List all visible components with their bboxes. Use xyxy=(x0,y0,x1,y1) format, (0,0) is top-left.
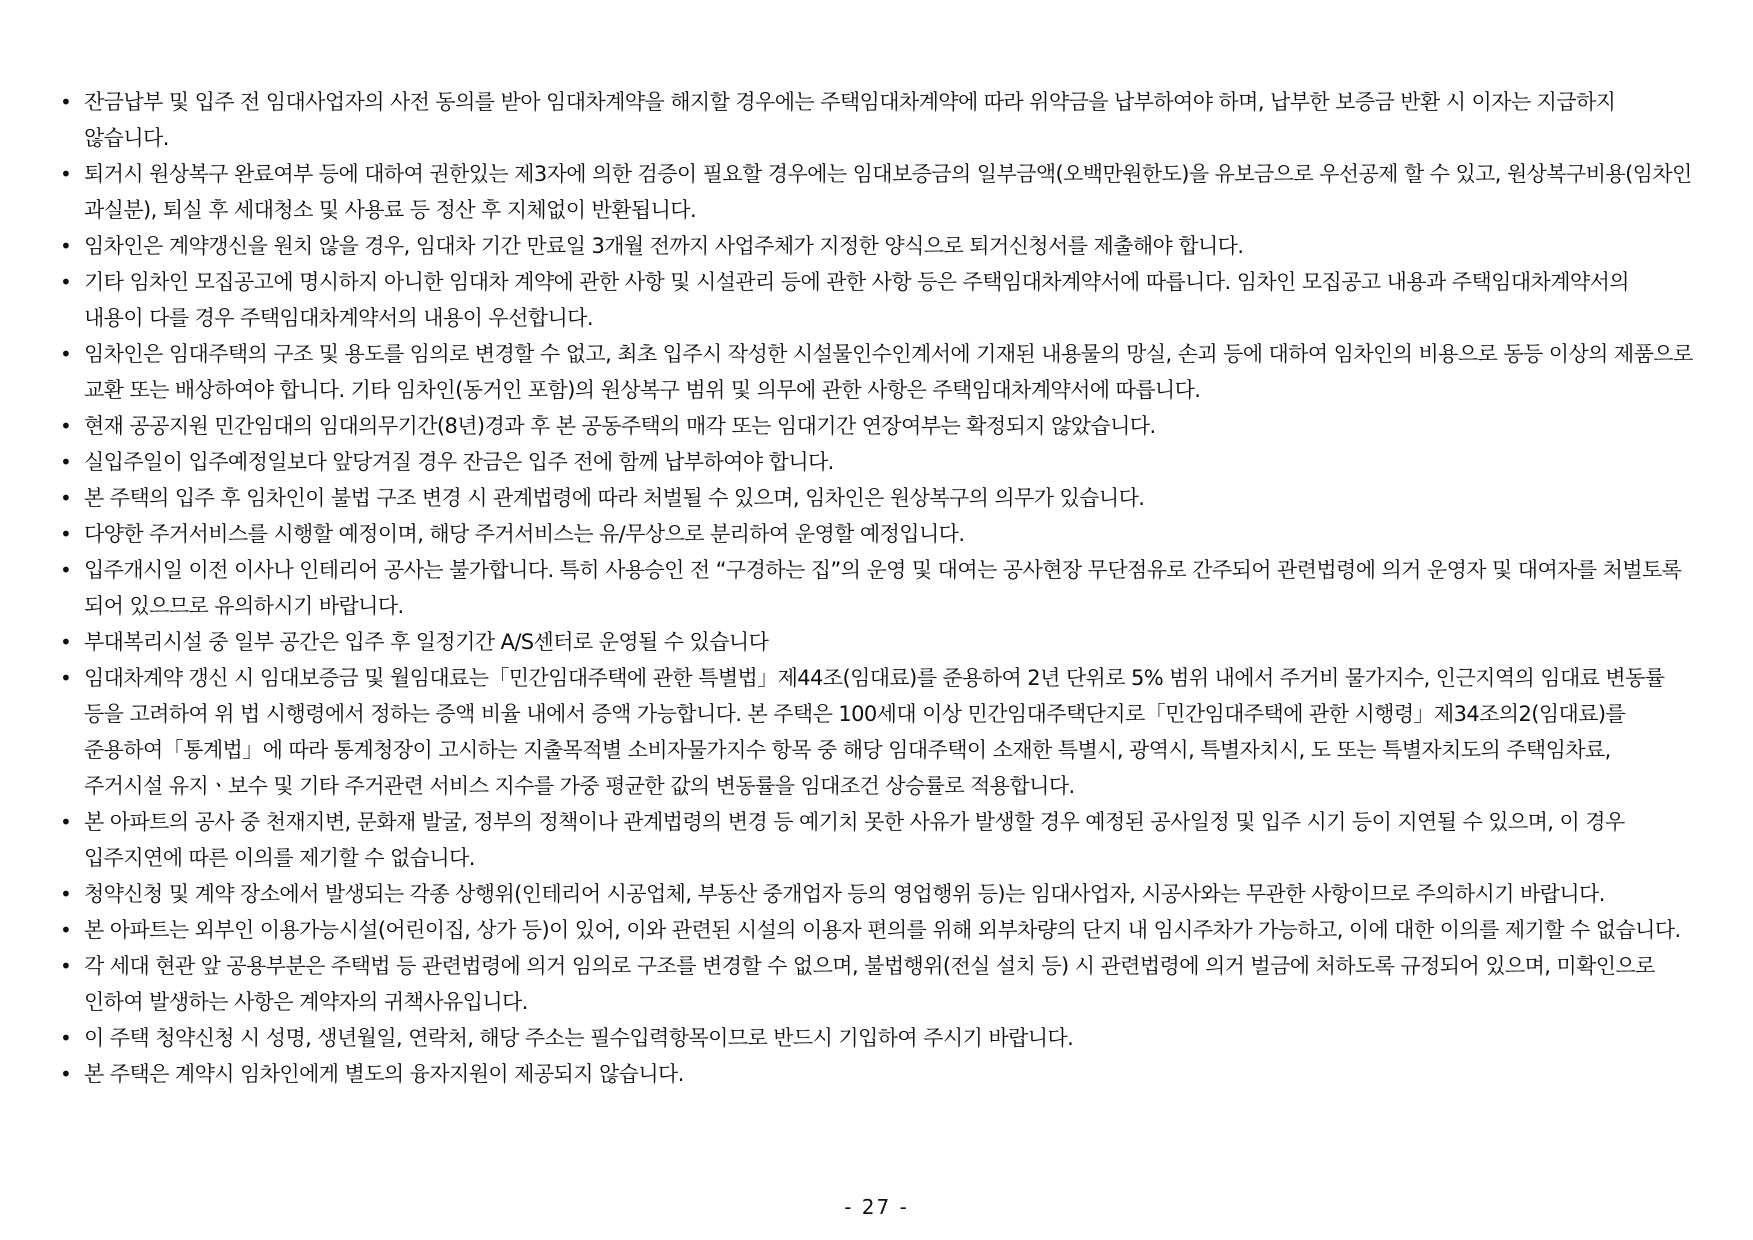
notice-text: 청약신청 및 계약 장소에서 발생되는 각종 상행위(인테리어 시공업체, 부동산 중개업자 등의 영업행위 등)는 임대사업자, 시공사와는 무관한 사항이므로 주의하시기 바랍니다. xyxy=(84,882,1605,906)
bullet-icon: • xyxy=(60,558,72,582)
notice-item xyxy=(58,552,1693,624)
notice-item xyxy=(58,444,1693,480)
notice-text: 본 아파트의 공사 중 천재지변, 문화재 발굴, 정부의 정책이나 관계법령의 변경 등 예기치 못한 사유가 발생할 경우 예정된 공사일정 및 입주 시기 등이 지연될 수 있으며, 이 경우 입주지연에 따른 이의를 제기할 수 없습니다. xyxy=(84,810,1625,870)
notice-item xyxy=(58,1020,1693,1056)
notice-item xyxy=(58,336,1693,408)
notice-item xyxy=(58,624,1693,660)
notice-text: 이 주택 청약신청 시 성명, 생년월일, 연락처, 해당 주소는 필수입력항목이므로 반드시 기입하여 주시기 바랍니다. xyxy=(84,1026,1074,1050)
notice-text: 본 아파트는 외부인 이용가능시설(어린이집, 상가 등)이 있어, 이와 관련된 시설의 이용자 편의를 위해 외부차량의 단지 내 임시주차가 가능하고, 이에 대한 이의를 제기할 수 없습니다. xyxy=(84,918,1681,942)
bullet-icon: • xyxy=(60,810,72,834)
notice-text: 실입주일이 입주예정일보다 앞당겨질 경우 잔금은 입주 전에 함께 납부하여야 합니다. xyxy=(84,450,834,474)
notice-text: 각 세대 현관 앞 공용부분은 주택법 등 관련법령에 의거 임의로 구조를 변경할 수 없으며, 불법행위(전실 설치 등) 시 관련법령에 의거 벌금에 처하도록 규정되어 있으며, 미확인으로 인하여 발생하는 사항은 계약자의 귀책사유입니다. xyxy=(84,954,1655,1014)
notice-item xyxy=(58,264,1693,336)
notice-text: 퇴거시 원상복구 완료여부 등에 대하여 권한있는 제3자에 의한 검증이 필요할 경우에는 임대보증금의 일부금액(오백만원한도)을 유보금으로 우선공제 할 수 있고, 원상복구비용(임차인 과실분), 퇴실 후 세대청소 및 사용료 등 정산 후 지체없이 반환됩니다. xyxy=(84,162,1692,222)
bullet-icon: • xyxy=(60,270,72,294)
notice-item xyxy=(58,84,1693,156)
notice-item xyxy=(58,228,1693,264)
bullet-icon: • xyxy=(60,630,72,654)
notice-text: 입주개시일 이전 이사나 인테리어 공사는 불가합니다. 특히 사용승인 전 “구경하는 집”의 운영 및 대여는 공사현장 무단점유로 간주되어 관련법령에 의거 운영자 및 대여자를 처벌토록 되어 있으므로 유의하시기 바랍니다. xyxy=(84,558,1682,618)
notice-text: 현재 공공지원 민간임대의 임대의무기간(8년)경과 후 본 공동주택의 매각 또는 임대기간 연장여부는 확정되지 않았습니다. xyxy=(84,414,1156,438)
notice-list xyxy=(58,84,1693,1092)
bullet-icon: • xyxy=(60,1062,72,1086)
bullet-icon: • xyxy=(60,1026,72,1050)
notice-text: 본 주택은 계약시 임차인에게 별도의 융자지원이 제공되지 않습니다. xyxy=(84,1062,684,1086)
bullet-icon: • xyxy=(60,666,72,690)
notice-item xyxy=(58,408,1693,444)
notice-text: 기타 임차인 모집공고에 명시하지 아니한 임대차 계약에 관한 사항 및 시설관리 등에 관한 사항 등은 주택임대차계약서에 따릅니다. 임차인 모집공고 내용과 주택임대차계약서의 내용이 다를 경우 주택임대차계약서의 내용이 우선합니다. xyxy=(84,270,1629,330)
bullet-icon: • xyxy=(60,882,72,906)
notice-text: 본 주택의 입주 후 임차인이 불법 구조 변경 시 관계법령에 따라 처벌될 수 있으며, 임차인은 원상복구의 의무가 있습니다. xyxy=(84,486,1145,510)
bullet-icon: • xyxy=(60,954,72,978)
notice-text: 잔금납부 및 입주 전 임대사업자의 사전 동의를 받아 임대차계약을 해지할 경우에는 주택임대차계약에 따라 위약금을 납부하여야 하며, 납부한 보증금 반환 시 이자는 지급하지 않습니다. xyxy=(84,90,1616,150)
notice-item xyxy=(58,876,1693,912)
notice-text: 부대복리시설 중 일부 공간은 입주 후 일정기간 A/S센터로 운영될 수 있습니다 xyxy=(84,630,769,654)
notice-text: 다양한 주거서비스를 시행할 예정이며, 해당 주거서비스는 유/무상으로 분리하여 운영할 예정입니다. xyxy=(84,522,965,546)
bullet-icon: • xyxy=(60,414,72,438)
notice-text: 임차인은 계약갱신을 원치 않을 경우, 임대차 기간 만료일 3개월 전까지 사업주체가 지정한 양식으로 퇴거신청서를 제출해야 합니다. xyxy=(84,234,1244,258)
bullet-icon: • xyxy=(60,486,72,510)
notice-item xyxy=(58,912,1693,948)
bullet-icon: • xyxy=(60,918,72,942)
notice-text: 임차인은 임대주택의 구조 및 용도를 임의로 변경할 수 없고, 최초 입주시 작성한 시설물인수인계서에 기재된 내용물의 망실, 손괴 등에 대하여 임차인의 비용으로 동등 이상의 제품으로 교환 또는 배상하여야 합니다. 기타 임차인(동거인 포함)의 원상복구 범위 및 의무에 관한 사항은 주택임대차계약서에 따릅니다. xyxy=(84,342,1693,402)
notice-item xyxy=(58,804,1693,876)
bullet-icon: • xyxy=(60,234,72,258)
notice-item xyxy=(58,480,1693,516)
bullet-icon: • xyxy=(60,342,72,366)
notice-item xyxy=(58,948,1693,1020)
notice-item xyxy=(58,516,1693,552)
notice-item xyxy=(58,660,1693,804)
notice-text: 임대차계약 갱신 시 임대보증금 및 월임대료는「민간임대주택에 관한 특별법」제44조(임대료)를 준용하여 2년 단위로 5% 범위 내에서 주거비 물가지수, 인근지역의 임대료 변동률 등을 고려하여 위 법 시행령에서 정하는 증액 비율 내에서 증액 가능합니다. 본 주택은 100세대 이상 민간임대주택단지로「민간임대주택에 관한 시행령」제34조의2(임대료)를 준용하여「통계법」에 따라 통계청장이 고시하는 지출목적별 소비자물가지수 항목 중 해당 임대주택이 소재한 특별시, 광역시, 특별자치시, 도 또는 특별자치도의 주택임차료, 주거시설 유지ㆍ보수 및 기타 주거관련 서비스 지수를 가중 평균한 값의 변동률을 임대조건 상승률로 적용합니다. xyxy=(84,666,1665,798)
bullet-icon: • xyxy=(60,162,72,186)
bullet-icon: • xyxy=(60,522,72,546)
bullet-icon: • xyxy=(60,90,72,114)
notice-item xyxy=(58,1056,1693,1092)
bullet-icon: • xyxy=(60,450,72,474)
page-number: - 27 - xyxy=(844,1195,909,1219)
notice-item xyxy=(58,156,1693,228)
